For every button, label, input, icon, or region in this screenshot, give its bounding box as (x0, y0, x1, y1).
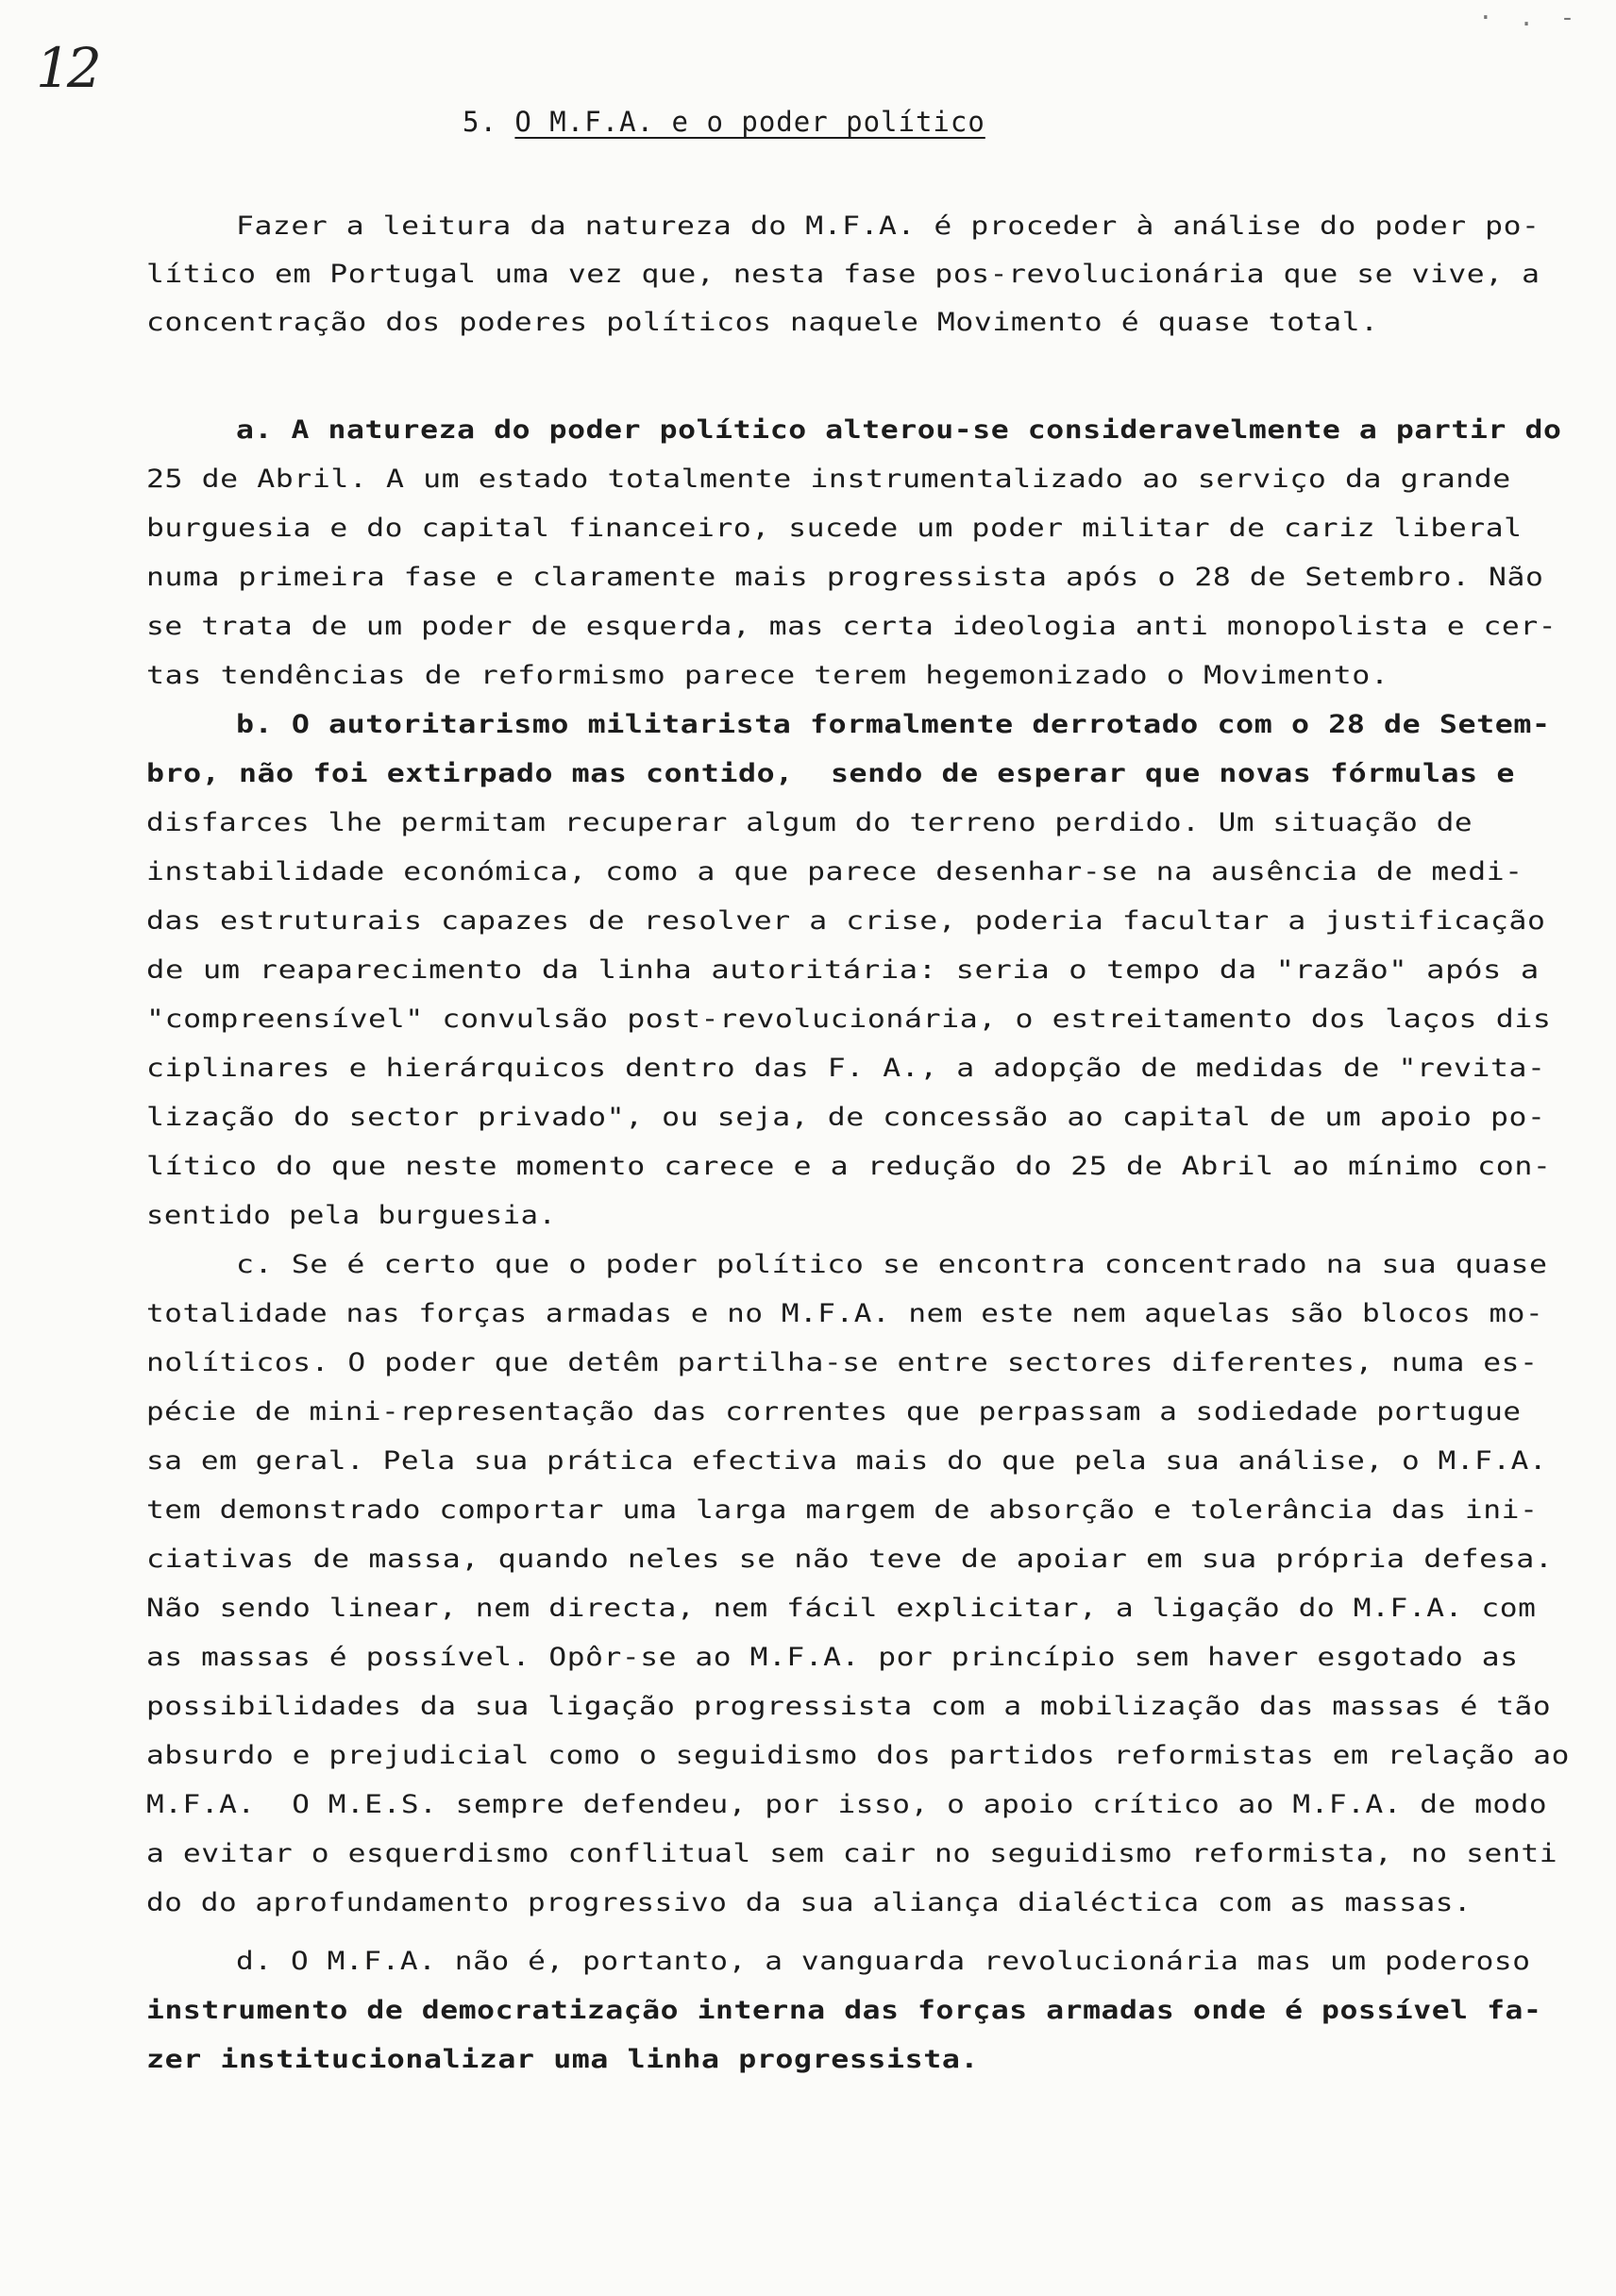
text-line: sa em geral. Pela sua prática efectiva mais do que pela sua análise, o M.F.A. (146, 1446, 1548, 1476)
text-line: pécie de mini-representação das correntes que perpassam a sodiedade portugue (146, 1397, 1522, 1427)
text-line: Fazer a leitura da natureza do M.F.A. é proceder à análise do poder po- (236, 211, 1540, 241)
text-line: d. O M.F.A. não é, portanto, a vanguarda revolucionária mas um poderoso (236, 1947, 1531, 1976)
text-line: disfarces lhe permitam recuperar algum do terreno perdido. Um situação de (146, 808, 1473, 837)
text-line: a evitar o esquerdismo conflitual sem cair no seguidismo reformista, no senti (146, 1839, 1558, 1868)
text-line: burguesia e do capital financeiro, sucede um poder militar de cariz liberal (146, 514, 1523, 543)
text-line: se trata de um poder de esquerda, mas certa ideologia anti monopolista e cer- (146, 612, 1557, 641)
text-line: numa primeira fase e claramente mais progressista após o 28 de Setembro. Não (146, 563, 1544, 592)
text-line: c. Se é certo que o poder político se encontra concentrado na sua quase (236, 1250, 1548, 1279)
text-line: 25 de Abril. A um estado totalmente instrumentalizado ao serviço da grande (146, 464, 1511, 494)
text-line: bro, não foi extirpado mas contido, sendo de esperar que novas fórmulas e (146, 759, 1515, 788)
text-line: instabilidade económica, como a que parece desenhar-se na ausência de medi- (146, 857, 1523, 886)
text-line: do do aprofundamento progressivo da sua aliança dialéctica com as massas. (146, 1888, 1473, 1917)
text-line: de um reaparecimento da linha autoritária: seria o tempo da "razão" após a (146, 955, 1540, 985)
text-line: concentração dos poderes políticos naquele Movimento é quase total. (146, 308, 1379, 337)
text-line: instrumento de democratização interna das forças armadas onde é possível fa- (146, 1996, 1542, 2025)
text-line: absurdo e prejudicial como o seguidismo dos partidos reformistas em relação ao (146, 1741, 1570, 1770)
text-line: M.F.A. O M.E.S. sempre defendeu, por isso, o apoio crítico ao M.F.A. de modo (146, 1790, 1548, 1819)
page-number: 12 (36, 36, 98, 100)
text-line: zer institucionalizar uma linha progressista. (146, 2045, 980, 2074)
text-line: das estruturais capazes de resolver a crise, poderia facultar a justificação (146, 906, 1546, 936)
text-line: lização do sector privado", ou seja, de concessão ao capital de um apoio po- (146, 1103, 1546, 1132)
text-line: "compreensível" convulsão post-revolucionária, o estreitamento dos laços dis (146, 1004, 1552, 1034)
section-heading (463, 106, 985, 138)
text-line: tem demonstrado comportar uma larga margem de absorção e tolerância das ini- (146, 1495, 1539, 1525)
text-line: totalidade nas forças armadas e no M.F.A. nem este nem aquelas são blocos mo- (146, 1299, 1544, 1328)
text-line: lítico em Portugal uma vez que, nesta fase pos-revolucionária que se vive, a (146, 260, 1540, 289)
text-line: a. A natureza do poder político alterou-se consideravelmente a partir do (236, 415, 1562, 445)
text-line: lítico do que neste momento carece e a redução do 25 de Abril ao mínimo con- (146, 1152, 1552, 1181)
text-line: ciplinares e hierárquicos dentro das F. A., a adopção de medidas de "revita- (146, 1054, 1546, 1083)
text-line: possibilidades da sua ligação progressista com a mobilização das massas é tão (146, 1692, 1552, 1721)
corner-mark: · . - (1478, 4, 1581, 32)
text-line: Não sendo linear, nem directa, nem fácil explicitar, a ligação do M.F.A. com (146, 1594, 1537, 1623)
text-line: b. O autoritarismo militarista formalmente derrotado com o 28 de Setem- (236, 710, 1551, 739)
text-line: sentido pela burguesia. (146, 1201, 557, 1230)
heading-number: 5. (463, 106, 497, 138)
text-line: tas tendências de reformismo parece terem hegemonizado o Movimento. (146, 661, 1389, 690)
text-line: nolíticos. O poder que detêm partilha-se entre sectores diferentes, numa es- (146, 1348, 1539, 1377)
heading-title: O M.F.A. e o poder político (514, 106, 985, 138)
text-line: as massas é possível. Opôr-se ao M.F.A. por princípio sem haver esgotado as (146, 1643, 1519, 1672)
text-line: ciativas de massa, quando neles se não teve de apoiar em sua própria defesa. (146, 1545, 1554, 1574)
